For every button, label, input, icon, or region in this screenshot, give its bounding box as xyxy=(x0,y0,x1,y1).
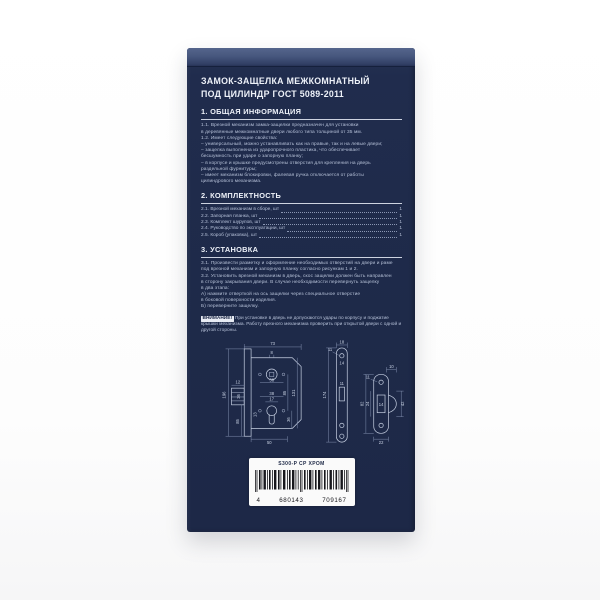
dim-label: 82 xyxy=(359,401,365,407)
dim-label: 12 xyxy=(235,380,241,386)
section-heading-installation: 3. УСТАНОВКА xyxy=(201,245,402,258)
barcode-label xyxy=(249,458,355,506)
technical-drawings xyxy=(204,339,405,453)
dim-label: 17 xyxy=(269,396,274,402)
strike-plate-drawing xyxy=(359,364,405,445)
warning-note xyxy=(201,316,402,335)
dim-label: 85 xyxy=(281,391,287,396)
product-title xyxy=(201,75,402,101)
dim-label: 11 xyxy=(327,347,333,353)
dim-label: 26 xyxy=(235,394,241,400)
dim-label: 14 xyxy=(378,402,384,408)
product-box-back-panel xyxy=(187,48,415,532)
contents-item-label: 2.5. Короб (упаковка), шт xyxy=(201,232,258,238)
contents-item-label: 2.4. Руководство по эксплуатации, шт xyxy=(201,226,286,232)
installation-line: в два этапа: xyxy=(201,285,230,291)
contents-item-label: 2.2. Запорная планка, шт xyxy=(201,213,258,219)
dim-label: 38 xyxy=(269,391,274,397)
dim-label: 13 xyxy=(252,412,258,418)
barcode-bars xyxy=(254,469,350,493)
dim-label: 36 xyxy=(285,417,291,423)
general-line: – универсальный, можно устанавливать как на правые, так и на левые двери; xyxy=(201,141,383,147)
general-line: 1.1. Врезной механизм замка-защелки предназначен для установки xyxy=(201,123,359,129)
dim-label: 22 xyxy=(378,440,384,446)
section-installation-body xyxy=(201,261,402,311)
contents-item-qty: 1 xyxy=(399,207,402,213)
general-line: – имеет механизм блокировки, фалевая ручка отключается от работы xyxy=(201,172,364,178)
dim-label: 196 xyxy=(221,391,227,399)
contents-item-label: 2.3. Комплект шурупов, шт xyxy=(201,220,261,225)
dim-label: 18 xyxy=(339,339,345,345)
warning-text: При установке в дверь не допускаются удары по корпусу и поджатие крышки механизма. Работу врезного механизма проверить при открытой двери с одной и другой стороны. xyxy=(201,315,402,334)
dim-label: 73 xyxy=(270,341,275,347)
section-general-body xyxy=(201,123,402,185)
installation-line: в сторону закрывания двери. В случае необходимости перевернуть защелку xyxy=(201,279,380,285)
general-line: бесшумность при ударе о запорную планку; xyxy=(201,154,304,160)
contents-item-qty: 1 xyxy=(399,232,402,238)
section-heading-contents: 2. КОМПЛЕКТНОСТЬ xyxy=(201,191,402,204)
lock-body-drawing xyxy=(222,341,302,445)
box-content xyxy=(187,67,415,506)
dotted-leader xyxy=(259,218,397,219)
dim-label: 85 xyxy=(234,419,240,425)
general-line: цилиндрового механизма. xyxy=(201,179,262,185)
barcode-model: S300-P CP ХРОМ xyxy=(278,461,325,468)
product-title-line2: ПОД ЦИЛИНДР ГОСТ 5089-2011 xyxy=(201,89,344,100)
dotted-leader xyxy=(287,231,397,232)
dim-label: 131 xyxy=(291,389,297,397)
dim-label: 174 xyxy=(322,391,328,399)
faceplate-drawing xyxy=(322,340,347,443)
dim-label: 38 xyxy=(269,377,274,383)
contents-list xyxy=(201,207,402,239)
dim-label: 50 xyxy=(266,440,272,446)
dim-label: 14 xyxy=(339,360,345,366)
barcode-digit-lead: 4 xyxy=(256,496,261,504)
general-line: – в корпусе и крышке предусмотрены отверстия для крепления на дверь xyxy=(201,160,371,166)
general-line: в деревянные межкомнатные двери любого типа толщиной от 35 мм. xyxy=(201,129,363,135)
dotted-leader xyxy=(259,237,397,238)
dim-label: 8 xyxy=(270,350,273,356)
contents-item-label: 2.1. Врезной механизм в сборе, шт xyxy=(201,207,280,213)
dim-label: 42 xyxy=(399,401,405,407)
installation-line: А) нажмите отверткой на ось защелки через специальное отверстие xyxy=(201,292,361,298)
section-heading-general: 1. ОБЩАЯ ИНФОРМАЦИЯ xyxy=(201,107,402,120)
barcode-digits-left: 680143 xyxy=(279,496,304,504)
technical-drawings-svg xyxy=(204,339,412,453)
installation-line: 3.1. Произвести разметку и оформление необходимых отверстий на двери и раме xyxy=(201,261,393,267)
warning-label: ВНИМАНИЕ! xyxy=(202,315,233,321)
installation-line: Б) переверните защелку. xyxy=(201,304,259,310)
barcode-digits-right: 709167 xyxy=(322,496,347,504)
installation-line: в боковой поверхности изделия. xyxy=(201,298,277,304)
installation-line: 3.2. Установить врезной механизм в дверь, скос защелки должен быть направлен xyxy=(201,273,392,279)
general-line: 1.2. Имеет следующие свойства: xyxy=(201,135,278,141)
general-line: раздельной фурнитуры; xyxy=(201,166,257,172)
dim-label: 11 xyxy=(339,381,344,387)
dim-label: 24 xyxy=(365,401,371,407)
product-title-line1: ЗАМОК-ЗАЩЕЛКА МЕЖКОМНАТНЫЙ xyxy=(201,76,370,86)
dim-label: 11 xyxy=(365,374,370,380)
contents-item-qty: 1 xyxy=(399,213,402,219)
barcode-digits xyxy=(254,497,350,504)
contents-item-qty: 1 xyxy=(399,220,402,225)
contents-row xyxy=(201,233,402,239)
dim-label: 10 xyxy=(389,364,394,370)
installation-line: под врезной механизм и запорную планку согласно рисункам 1 и 2. xyxy=(201,267,358,273)
box-lid-edge xyxy=(187,48,415,67)
dotted-leader xyxy=(281,212,397,213)
general-line: – защелка выполнена из ударопрочного пластика, что обеспечивает xyxy=(201,148,361,154)
contents-item-qty: 1 xyxy=(399,226,402,232)
